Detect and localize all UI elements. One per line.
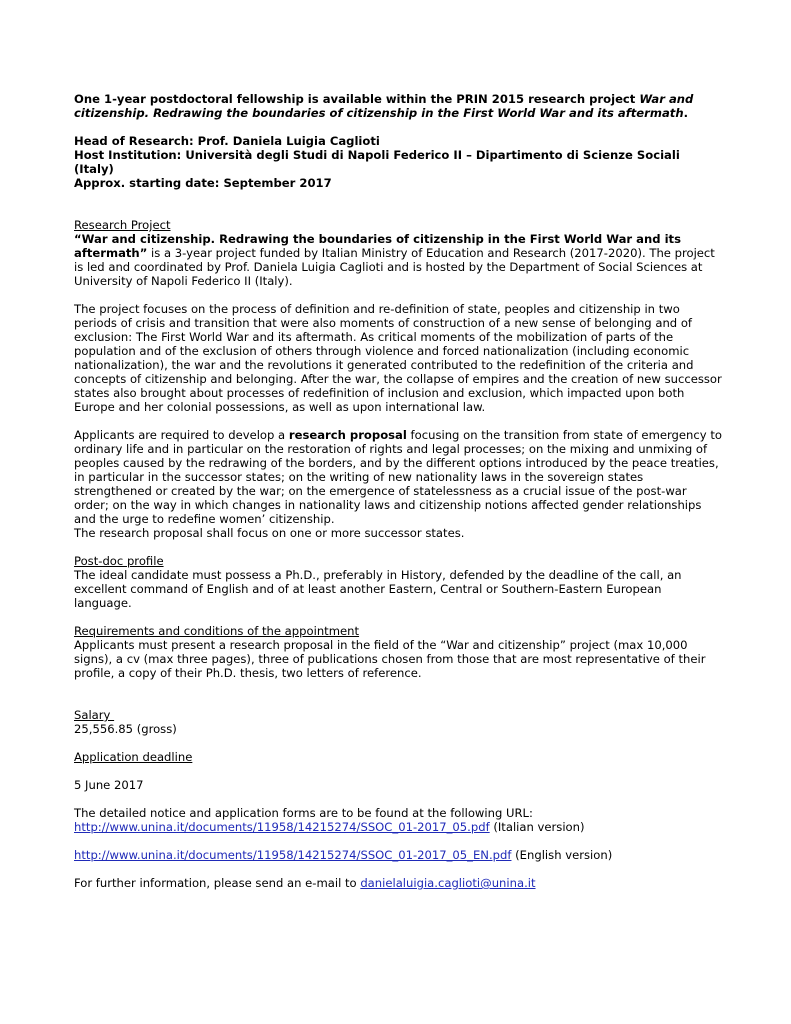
header-block	[74, 134, 722, 190]
deadline-heading-line	[74, 750, 722, 764]
intro-lead: One 1-year postdoctoral fellowship is available within the PRIN 2015 research project	[74, 92, 640, 106]
english-link-line	[74, 848, 722, 862]
paragraph3-rest: focusing on the transition from state of emergency to ordinary life and in particular on the restoration of rights and legal processes; on the mixing and unmixing of peoples caused by the redrawing of the borders, and by the different options introduced by the peace treaties, in particular in the successor states; on the writing of new nationality laws in the sovereign states strengthened or created by the war; on the emergence of statelessness as a crucial issue of the post-war order; on the way in which changes in nationality laws and citizenship notions affected gender relationships and the urge to redefine women’ citizenship.	[74, 428, 722, 526]
host-institution: Host Institution: Università degli Studi di Napoli Federico II – Dipartimento di Scienze Sociali (Italy)	[74, 148, 680, 176]
research-project-heading: Research Project	[74, 218, 171, 232]
requirements-heading: Requirements and conditions of the appointment	[74, 624, 360, 638]
postdoc-profile-text: The ideal candidate must possess a Ph.D., preferably in History, defended by the deadline of the call, an excellent command of English and of at least another Eastern, Central or Southern-Eastern European language.	[74, 568, 682, 610]
research-project-section	[74, 218, 722, 288]
deadline-heading: Application deadline	[74, 750, 193, 764]
postdoc-profile-section	[74, 554, 722, 610]
notice-text: The detailed notice and application forms are to be found at the following URL:	[74, 806, 533, 820]
salary-value: 25,556.85 (gross)	[74, 722, 177, 736]
postdoc-profile-heading: Post-doc profile	[74, 554, 164, 568]
italian-version-link[interactable]: http://www.unina.it/documents/11958/14215274/SSOC_01-2017_05.pdf	[74, 820, 490, 834]
contact-line	[74, 876, 722, 890]
contact-email-link[interactable]: danielaluigia.caglioti@unina.it	[360, 876, 536, 890]
starting-date: Approx. starting date: September 2017	[74, 176, 332, 190]
salary-section	[74, 708, 722, 736]
research-proposal-term: research proposal	[288, 428, 407, 442]
salary-heading: Salary	[74, 708, 115, 722]
requirements-section	[74, 624, 722, 680]
deadline-value: 5 June 2017	[74, 778, 144, 792]
intro-project-title: War and citizenship. Redrawing the boundaries of citizenship in the First World War and its aftermath	[74, 92, 694, 120]
research-project-paragraph-3-tail: The research proposal shall focus on one or more successor states.	[74, 526, 465, 540]
notice-section	[74, 806, 722, 834]
research-project-paragraph-3	[74, 428, 722, 526]
contact-text: For further information, please send an e-mail to	[74, 876, 361, 890]
english-version-label: (English version)	[511, 848, 613, 862]
italian-version-label: (Italian version)	[489, 820, 585, 834]
research-project-paragraph-2: The project focuses on the process of definition and re-definition of state, peoples and citizenship in two periods of crisis and transition that were also moments of construction of a new sense of belonging and of exclusion: The First World War and its aftermath. As critical moments of the mobilization of parts of the population and of the exclusion of others through violence and forced nationalization (including economic nationalization), the war and the revolutions it generated contributed to the redefinition of the criteria and concepts of citizenship and belonging. After the war, the collapse of empires and the creation of new successor states also brought about processes of redefinition of inclusion and exclusion, which impacted upon both Europe and her colonial possessions, as well as upon international law.	[74, 302, 722, 414]
paragraph3-start: Applicants are required to develop a	[74, 428, 289, 442]
research-project-title: “War and citizenship. Redrawing the boundaries of citizenship in the First World War and its aftermath”	[74, 232, 682, 260]
head-of-research: Head of Research: Prof. Daniela Luigia Caglioti	[74, 134, 380, 148]
intro-end: .	[683, 106, 688, 120]
intro-paragraph	[74, 92, 722, 120]
requirements-text: Applicants must present a research proposal in the field of the “War and citizenship” project (max 10,000 signs), a cv (max three pages), three of publications chosen from those that are most representative of their profile, a copy of their Ph.D. thesis, two letters of reference.	[74, 638, 706, 680]
research-project-description: is a 3-year project funded by Italian Ministry of Education and Research (2017-2020). The project is led and coordinated by Prof. Daniela Luigia Caglioti and is hosted by the Department of Social Sciences at University of Napoli Federico II (Italy).	[74, 246, 715, 288]
document-body	[74, 92, 722, 890]
english-version-link[interactable]: http://www.unina.it/documents/11958/14215274/SSOC_01-2017_05_EN.pdf	[74, 848, 512, 862]
